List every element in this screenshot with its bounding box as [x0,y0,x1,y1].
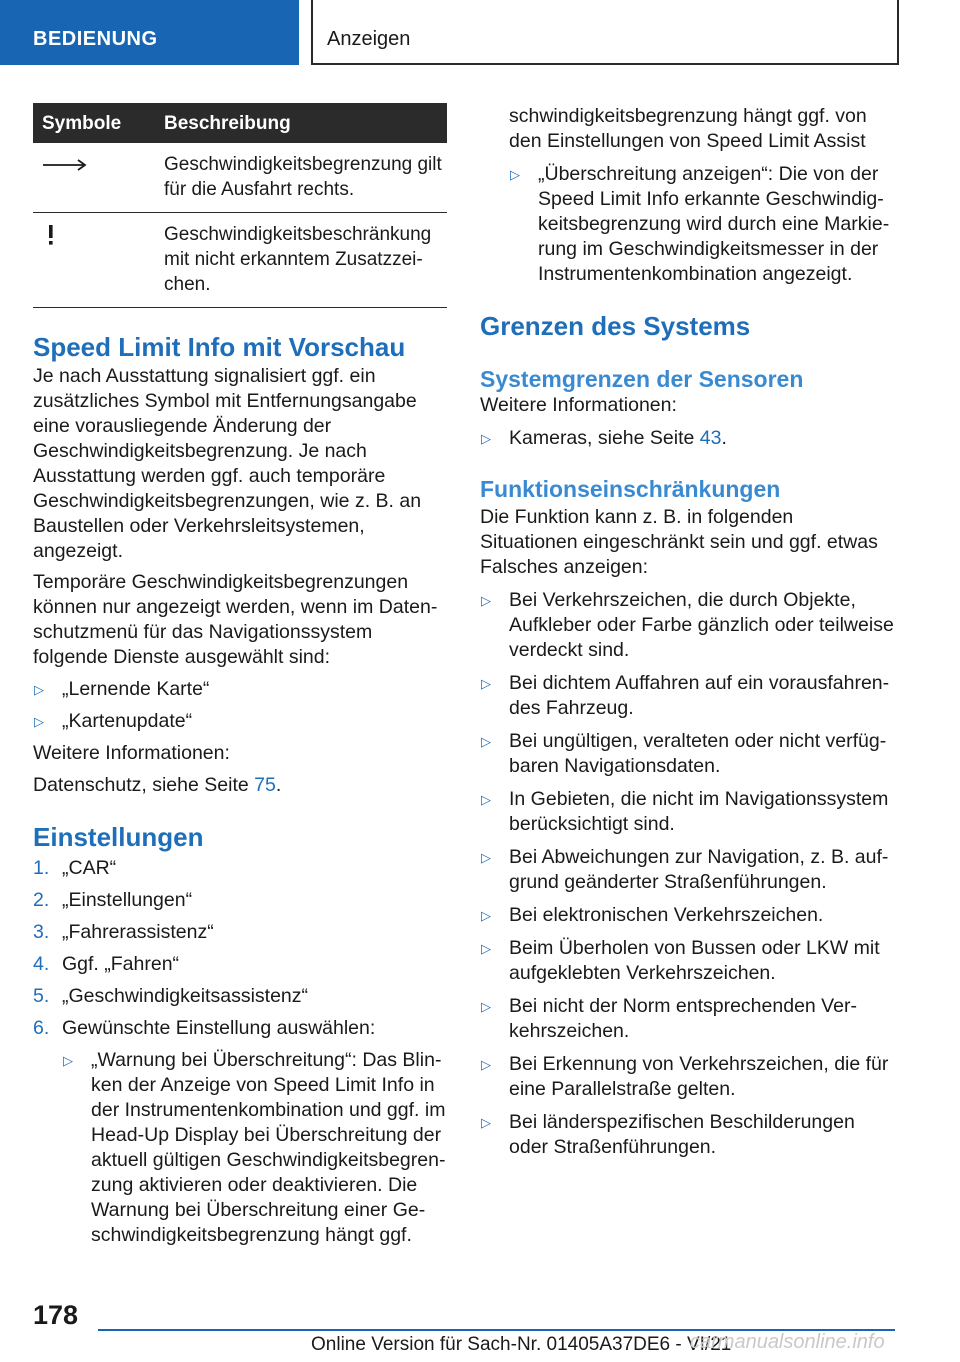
settings-sub-warning-continued: chwindigkeitsbegrenzung hängt ggf. von den Einstellungen von Speed Limit Assist [509,105,867,152]
preview-paragraph-2: Temporäre Geschwindigkeitsbegrenzungen können nur angezeigt werden, wenn im Datenschutzmenü für das Navigationssystem folgende Dienste ausgewählt sind: [33,571,438,668]
table-header-symbols: Symbole [33,103,164,143]
list-item: ▷ „Kartenupdate“ [33,709,447,734]
list-item: 4. Ggf. „Fahren“ [33,953,180,975]
limits-heading: Grenzen des Systems [480,311,751,341]
list-item: ▷ Bei nicht der Norm entsprechenden Verkehrszeichen. [480,994,894,1044]
list-item: 5. „Geschwindigkeitsassistenz“ [33,985,309,1007]
footer-version-text: Online Version für Sach-Nr. 01405A37DE6 - VI/21 [311,1334,732,1355]
sensors-more-info: Weitere Informationen: [480,394,677,416]
function-limits-heading: Funktionseinschränkungen [480,476,781,502]
list-item: ▷ Bei Verkehrszeichen, die durch Objekte, Aufkleber oder Farbe gänzlich oder teilweise verdeckt sind. [480,588,894,663]
list-item: ▷ Bei dichtem Auffahren auf ein vorausfahrendes Fahrzeug. [480,671,894,721]
list-item: ▷ Kameras, siehe Seite 43. [480,426,894,451]
list-item: ▷ Bei Abweichungen zur Navigation, z. B. aufgrund geänderter Straßenführungen. [480,845,894,895]
list-item: ▷ Bei elektronischen Verkehrszeichen. [480,903,894,928]
table-header-description: Beschreibung [164,103,447,143]
list-item: ▷ „Lernende Karte“ [33,677,447,702]
header-chapter-label: Anzeigen [327,28,411,50]
left-column [33,0,447,1248]
preview-more-info: Weitere Informationen: [33,742,230,764]
preview-paragraph-1: Je nach Ausstattung signalisiert ggf. ein zusätzliches Symbol mit Entfernungsangabe eine vorausliegende Änderung der Geschwindigkeitsbegrenzung. Je nach Ausstattung werden ggf. auch temporäre Geschwindigkeitsbegrenzungen, wie z. B. an Baustellen oder Verkehrsleitsystemen, angezeigt. [33,365,422,562]
list-item: 3. „Fahrerassistenz“ [33,921,214,943]
list-item: ▷ In Gebieten, die nicht im Navigationssystem berücksichtigt sind. [480,787,894,837]
preview-heading: Speed Limit Info mit Vorschau [33,332,406,362]
list-item: 2. „Einstellungen“ [33,889,193,911]
list-item: ▷ Bei Erkennung von Verkehrszeichen, die für eine Parallelstraße gelten. [480,1052,894,1102]
right-column [480,0,894,1160]
list-item: 6. Gewünschte Einstellung auswählen: [33,1017,376,1039]
page-link-75[interactable]: 75 [254,774,276,796]
settings-heading: Einstellungen [33,822,204,852]
exclamation-icon [46,224,56,246]
list-item: 1. „CAR“ [33,857,117,879]
preview-reference: Datenschutz, siehe Seite 75. [33,774,282,796]
list-item: ▷ Beim Überholen von Bussen oder LKW mit aufgeklebten Verkehrszeichen. [480,936,894,986]
table-cell-description: Geschwindigkeitsbegrenzung gilt für die Ausfahrt rechts. [164,143,447,213]
table-row [33,143,447,213]
page-link-43[interactable]: 43 [699,427,722,449]
sensors-heading: Systemgrenzen der Sensoren [480,366,804,392]
table-row [33,213,447,308]
watermark: carmanualsonline.info [690,1331,885,1353]
list-item: ▷ Bei länderspezifischen Beschilderungen oder Straßenführungen. [480,1110,894,1160]
table-cell-description: Geschwindigkeitsbeschränkung mit nicht erkanntem Zusatzzeichen. [164,213,447,308]
page-number: 178 [33,1300,79,1330]
arrow-right-icon [42,158,88,172]
settings-sub-display: ▷ „Überschreitung anzeigen“: Die von der Speed Limit Info erkannte Geschwindigkeitsbegrenzung wird durch eine Markierung im Geschwindigkeitsmesser in der Instrumentenkombination angezeigt. [509,162,894,287]
symbol-table [33,103,447,308]
header-section-label: BEDIENUNG [33,28,158,50]
settings-sub-warning: ▷ „Warnung bei Überschreitung“: Das Blinken der Anzeige von Speed Limit Info in der Instrumentenkombination und ggf. im Head-Up Display bei Überschreitung der aktuell gültigen Geschwindigkeitsbegrenzung aktivieren oder deaktivieren. Die Warnung bei Überschreitung einer Geschwindigkeitsbegrenzung hängt ggf. [62,1048,447,1248]
list-item: ▷ Bei ungültigen, veralteten oder nicht verfügbaren Navigationsdaten. [480,729,894,779]
function-limits-intro: Die Funktion kann z. B. in folgenden Situationen eingeschränkt sein und ggf. etwas Falsches anzeigen: [480,506,878,578]
